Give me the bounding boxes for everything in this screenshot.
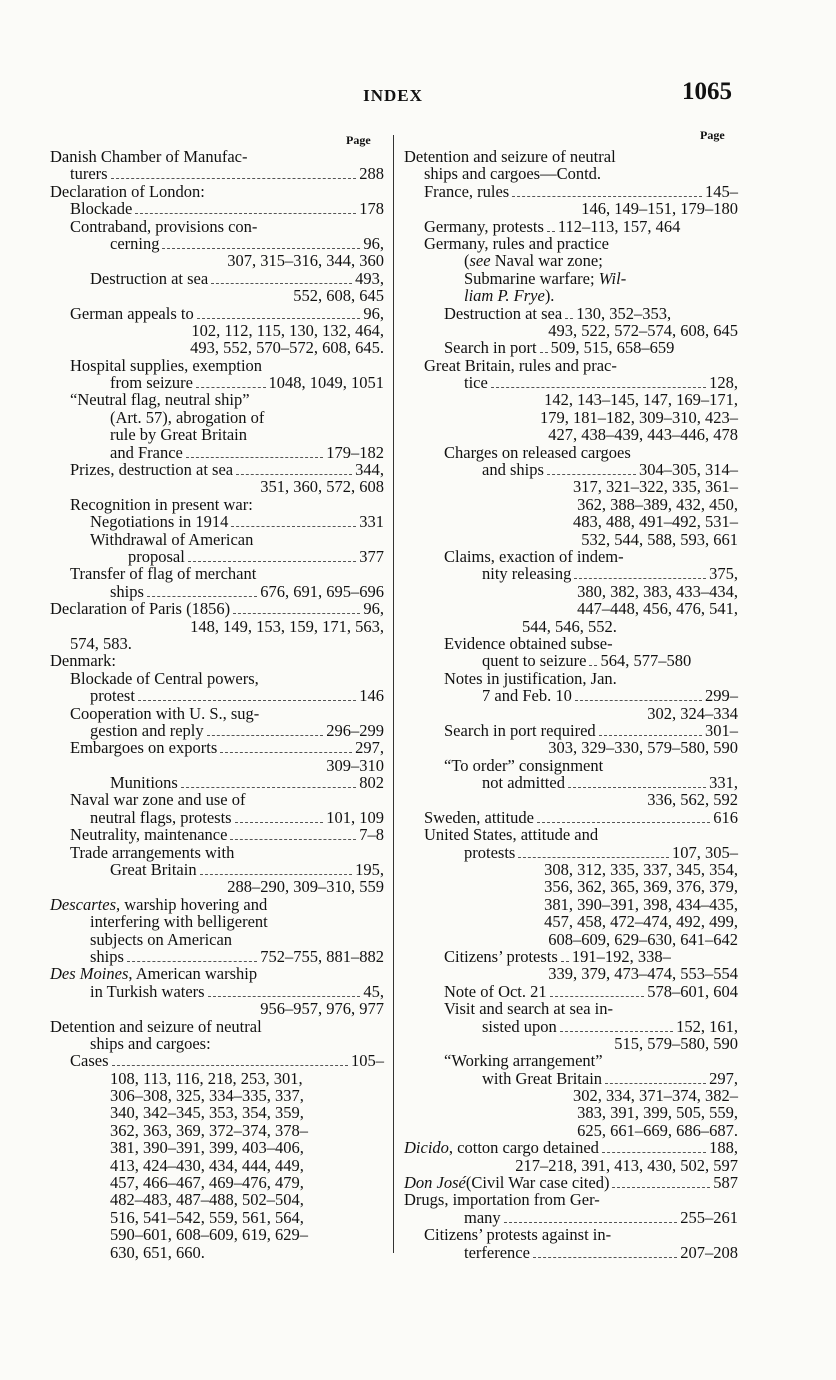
entry-text: Negotiations in 1914: [90, 512, 229, 532]
see-reference: see: [469, 251, 491, 271]
page-column-label-left: Page: [346, 133, 371, 147]
index-entry: [404, 774, 738, 791]
ship-name: Descartes: [50, 894, 116, 914]
index-entry: [404, 844, 738, 861]
entry-text: , warship hovering and: [115, 894, 268, 914]
page-ref: 178: [359, 199, 384, 219]
page-ref-continuation: 351, 360, 572, 608: [260, 477, 384, 497]
page-ref-continuation: 544, 546, 552.: [522, 616, 617, 636]
entry-text: Blockade: [70, 199, 133, 219]
page-ref-continuation: 146, 149–151, 179–180: [581, 199, 738, 219]
page-ref: 188,: [709, 1138, 738, 1158]
index-entry: [50, 583, 384, 600]
page-ref: 195,: [355, 860, 384, 880]
page-ref: 802: [359, 773, 384, 793]
leader-dots: [568, 787, 706, 788]
page-ref: 493,: [355, 268, 384, 288]
page-ref-continuation: 362, 363, 369, 372–374, 378–: [110, 1120, 308, 1140]
index-entry: [50, 809, 384, 826]
index-entry: [404, 1209, 738, 1226]
entry-text: gestion and reply: [90, 720, 204, 740]
page-ref: 752–755, 881–882: [260, 946, 384, 966]
index-entry: [50, 600, 384, 617]
page-ref-continuation: 532, 544, 588, 593, 661: [581, 529, 738, 549]
leader-dots: [504, 1222, 678, 1223]
page-ref: 296–299: [326, 720, 384, 740]
index-entry: Detention and seizure of neutral: [50, 1016, 262, 1036]
page-ref: 179–182: [326, 442, 384, 462]
index-entry: Great Britain, rules and prac-: [424, 355, 617, 375]
index-entry: Claims, exaction of indem-: [444, 546, 624, 566]
index-entry: [50, 305, 384, 322]
entry-text: , cotton cargo detained: [448, 1138, 599, 1158]
index-entry: [50, 270, 384, 287]
leader-dots: [574, 578, 706, 579]
index-entry: Contraband, provisions con-: [70, 216, 258, 236]
entry-text: Prizes, destruction at sea: [70, 460, 234, 480]
leader-dots: [565, 318, 573, 319]
page-ref: 96,: [363, 303, 384, 323]
leader-dots: [236, 474, 352, 475]
page-ref-continuation: 516, 541–542, 559, 561, 564,: [110, 1207, 304, 1227]
index-entry: Denmark:: [50, 651, 116, 671]
page-ref-continuation: 447–448, 456, 476, 541,: [577, 599, 738, 619]
entry-text: ).: [544, 286, 555, 306]
index-entry: [404, 1070, 738, 1087]
index-entry: [404, 1139, 738, 1156]
page-ref-continuation: 148, 149, 153, 159, 171, 563,: [190, 616, 384, 636]
leader-dots: [147, 596, 257, 597]
entry-text: Note of Oct. 21: [444, 981, 547, 1001]
index-column-right: [404, 148, 738, 1261]
index-entry: [50, 948, 384, 965]
index-entry: [404, 183, 738, 200]
entry-text: (Civil War case cited): [465, 1173, 610, 1193]
index-entry: Withdrawal of American: [90, 529, 254, 549]
page-ref: 299–: [705, 686, 738, 706]
index-entry: Visit and search at sea in-: [444, 999, 613, 1019]
index-entry: Notes in justification, Jan.: [444, 668, 617, 688]
entry-text: ships: [110, 581, 144, 601]
page-ref-continuation: 308, 312, 335, 337, 345, 354,: [544, 860, 738, 880]
leader-dots: [200, 874, 353, 875]
leader-dots: [162, 248, 360, 249]
index-entry: Detention and seizure of neutral: [404, 147, 616, 166]
page-ref-continuation: 493, 522, 572–574, 608, 645: [548, 320, 738, 340]
leader-dots: [491, 387, 706, 388]
page-ref: 344,: [355, 460, 384, 480]
leader-dots: [188, 561, 356, 562]
page-ref: 101, 109: [326, 807, 384, 827]
index-entry: “To order” consignment: [444, 755, 604, 775]
index-entry: [404, 461, 738, 478]
index-entry: Hospital supplies, exemption: [70, 355, 263, 375]
index-entry: [404, 687, 738, 704]
index-entry: Evidence obtained subse-: [444, 633, 613, 653]
page-ref-continuation: 380, 382, 383, 433–434,: [577, 581, 738, 601]
page-ref: 297,: [709, 1068, 738, 1088]
entry-text: Sweden, attitude: [424, 807, 534, 827]
leader-dots: [575, 700, 702, 701]
page-ref-continuation: 317, 321–322, 335, 361–: [573, 477, 738, 497]
page-ref-continuation: 309–310: [326, 755, 384, 775]
index-entry: [50, 200, 384, 217]
page-ref-continuation: 483, 488, 491–492, 531–: [573, 512, 738, 532]
index-entry: Citizens’ protests against in-: [424, 1225, 612, 1245]
index-entry: [50, 165, 384, 182]
leader-dots: [233, 613, 360, 614]
index-entry: ships and cargoes—Contd.: [424, 164, 602, 184]
entry-text: nity releasing: [482, 564, 572, 584]
page-ref-continuation: 381, 390–391, 399, 403–406,: [110, 1138, 304, 1158]
page-ref-continuation: 217–218, 391, 413, 430, 502, 597: [515, 1155, 738, 1175]
leader-dots: [231, 526, 356, 527]
page-column-label-right: Page: [700, 128, 725, 142]
page-ref: 676, 691, 695–696: [260, 581, 384, 601]
page-ref-continuation: 102, 112, 115, 130, 132, 464,: [191, 320, 384, 340]
index-entry: Declaration of London:: [50, 181, 205, 201]
page-ref-continuation: 608–609, 629–630, 641–642: [548, 929, 738, 949]
index-entry: [50, 461, 384, 478]
page-ref-continuation: 362, 388–389, 432, 450,: [577, 494, 738, 514]
page-ref-continuation: 356, 362, 365, 369, 376, 379,: [544, 877, 738, 897]
entry-text: tice: [464, 373, 488, 393]
index-entry: [404, 983, 738, 1000]
page-ref: 288: [359, 164, 384, 184]
leader-dots: [547, 231, 555, 232]
page-ref: 7–8: [359, 825, 384, 845]
leader-dots: [127, 961, 257, 962]
page-ref: 564, 577–580: [600, 651, 692, 671]
index-entry: [404, 1244, 738, 1261]
index-entry: [404, 305, 738, 322]
index-entry: Transfer of flag of merchant: [70, 564, 257, 584]
entry-text: Naval war zone;: [490, 251, 603, 271]
index-entry: [50, 722, 384, 739]
index-entry: “Working arrangement”: [444, 1051, 603, 1071]
index-entry: [50, 983, 384, 1000]
index-entry: [50, 548, 384, 565]
page-ref-continuation: 427, 438–439, 443–446, 478: [548, 425, 738, 445]
entry-text: with Great Britain: [482, 1068, 603, 1088]
page-ref: 331,: [709, 773, 738, 793]
page-ref-continuation: 108, 113, 116, 218, 253, 301,: [110, 1068, 303, 1088]
page-ref-continuation: 179, 181–182, 309–310, 423–: [540, 407, 738, 427]
page-ref: 377: [359, 546, 384, 566]
index-entry: [50, 444, 384, 461]
page-ref-continuation: 381, 390–391, 398, 434–435,: [544, 894, 738, 914]
entry-text: Submarine warfare;: [464, 268, 599, 288]
leader-dots: [602, 1152, 706, 1153]
column-divider: [393, 135, 394, 1253]
page-number: 1065: [682, 78, 732, 105]
page-ref-continuation: 302, 324–334: [647, 703, 738, 723]
leader-dots: [211, 283, 352, 284]
entry-text: Great Britain: [110, 860, 197, 880]
page-ref: 191–192, 338–: [571, 946, 671, 966]
ship-name: Dicido: [404, 1138, 449, 1158]
index-column-left: [50, 148, 384, 1261]
entry-text: neutral flags, protests: [90, 807, 232, 827]
ship-name: Don José: [404, 1173, 466, 1193]
entry-text: Neutrality, maintenance: [70, 825, 228, 845]
entry-text: Munitions: [110, 773, 178, 793]
page-ref-continuation: 383, 391, 399, 505, 559,: [577, 1103, 738, 1123]
leader-dots: [138, 700, 356, 701]
entry-text: German appeals to: [70, 303, 194, 323]
leader-dots: [512, 196, 702, 197]
index-entry: [50, 965, 384, 982]
page-ref-continuation: 339, 379, 473–474, 553–554: [548, 964, 738, 984]
index-entry: Charges on released cargoes: [444, 442, 631, 462]
leader-dots: [230, 839, 356, 840]
index-entry: [404, 218, 738, 235]
page-ref-continuation: 574, 583.: [70, 633, 132, 653]
page-ref: 152, 161,: [676, 1016, 738, 1036]
entry-text: terference: [464, 1242, 530, 1262]
page-ref-continuation: 413, 424–430, 434, 444, 449,: [110, 1155, 304, 1175]
leader-dots: [589, 665, 597, 666]
page-ref-continuation: 552, 608, 645: [293, 286, 384, 306]
leader-dots: [533, 1257, 677, 1258]
entry-text: Destruction at sea: [444, 303, 563, 323]
page-ref-continuation: 493, 552, 570–572, 608, 645.: [190, 338, 384, 358]
page-ref-continuation: 336, 562, 592: [647, 790, 738, 810]
leader-dots: [550, 996, 645, 997]
page-title: INDEX: [363, 86, 423, 105]
entry-text: from seizure: [110, 373, 193, 393]
page-ref: 1048, 1049, 1051: [268, 373, 384, 393]
index-entry: [404, 1018, 738, 1035]
leader-dots: [135, 213, 356, 214]
page-ref-continuation: 457, 458, 472–474, 492, 499,: [544, 912, 738, 932]
entry-text: France, rules: [424, 181, 510, 201]
leader-dots: [547, 474, 636, 475]
index-entry: [50, 896, 384, 913]
entry-text: Cases: [70, 1051, 109, 1071]
page-ref: 45,: [363, 981, 384, 1001]
index-entry: [50, 513, 384, 530]
index-entry: “Neutral flag, neutral ship”: [70, 390, 250, 410]
page-ref-continuation: 515, 579–580, 590: [614, 1033, 738, 1053]
index-entry: [50, 1052, 384, 1069]
leader-dots: [196, 387, 266, 388]
page-ref: 112–113, 157, 464: [557, 216, 681, 236]
index-entry: Trade arrangements with: [70, 842, 235, 862]
index-entry: [404, 374, 738, 391]
entry-text: cerning: [110, 233, 160, 253]
index-entry: [50, 687, 384, 704]
leader-dots: [208, 996, 361, 997]
index-entry: [50, 374, 384, 391]
page-ref: 96,: [363, 233, 384, 253]
leader-dots: [235, 822, 324, 823]
page-ref-continuation: 482–483, 487–488, 502–504,: [110, 1190, 304, 1210]
page-ref-continuation: 306–308, 325, 334–335, 337,: [110, 1086, 304, 1106]
index-entry: [404, 339, 738, 356]
leader-dots: [207, 735, 324, 736]
leader-dots: [186, 457, 323, 458]
entry-text: Search in port required: [444, 720, 596, 740]
page-ref-continuation: 302, 334, 371–374, 382–: [573, 1086, 738, 1106]
index-entry: Cooperation with U. S., sug-: [70, 703, 260, 723]
entry-text: , American warship: [128, 964, 258, 984]
entry-text: (: [464, 251, 470, 271]
entry-text: quent to seizure: [482, 651, 587, 671]
leader-dots: [612, 1187, 710, 1188]
leader-dots: [599, 735, 702, 736]
page-ref-continuation: 307, 315–316, 344, 360: [227, 251, 384, 271]
entry-text: Germany, protests: [424, 216, 544, 236]
page-ref: 255–261: [680, 1207, 738, 1227]
page-ref: 207–208: [680, 1242, 738, 1262]
leader-dots: [181, 787, 356, 788]
index-entry: [50, 826, 384, 843]
page-ref: 509, 515, 658–659: [550, 338, 675, 358]
page-ref: 146: [359, 686, 384, 706]
entry-text: Citizens’ protests: [444, 946, 558, 966]
index-entry: Blockade of Central powers,: [70, 668, 259, 688]
ship-name: Wil-: [598, 268, 627, 288]
index-entry: [50, 235, 384, 252]
entry-text: and France: [110, 442, 183, 462]
leader-dots: [537, 822, 710, 823]
entry-text: protest: [90, 686, 135, 706]
page-ref-continuation: 625, 661–669, 686–687.: [577, 1120, 738, 1140]
ship-name: Des Moines: [50, 964, 129, 984]
page-ref-continuation: 590–601, 608–609, 619, 629–: [110, 1225, 308, 1245]
page-ref: 105–: [351, 1051, 384, 1071]
index-entry: Danish Chamber of Manufac-: [50, 147, 248, 166]
index-entry: Drugs, importation from Ger-: [404, 1190, 600, 1210]
entry-text: Destruction at sea: [90, 268, 209, 288]
entry-text: not admitted: [482, 773, 565, 793]
entry-text: sisted upon: [482, 1016, 557, 1036]
entry-text: in Turkish waters: [90, 981, 205, 1001]
index-entry: [404, 809, 738, 826]
page-ref: 130, 352–353,: [576, 303, 672, 323]
index-entry: [404, 722, 738, 739]
index-entry: [404, 1174, 738, 1191]
entry-text: and ships: [482, 460, 544, 480]
index-entry: interfering with belligerent: [90, 912, 268, 932]
entry-text: Declaration of Paris (1856): [50, 599, 231, 619]
index-entry: Recognition in present war:: [70, 494, 253, 514]
index-entry: (Art. 57), abrogation of: [110, 407, 265, 427]
page-ref: 616: [713, 807, 738, 827]
page-ref: 107, 305–: [672, 842, 738, 862]
index-entry: [404, 565, 738, 582]
index-entry: Naval war zone and use of: [70, 790, 246, 810]
leader-dots: [111, 178, 357, 179]
entry-text: 7 and Feb. 10: [482, 686, 572, 706]
entry-text: protests: [464, 842, 516, 862]
index-entry: [404, 652, 738, 669]
index-entry: United States, attitude and: [424, 825, 599, 845]
index-entry: rule by Great Britain: [110, 425, 247, 445]
page-ref-continuation: 303, 329–330, 579–580, 590: [548, 738, 738, 758]
entry-text: turers: [70, 164, 108, 184]
page-ref: 331: [359, 512, 384, 532]
page-ref-continuation: 457, 466–467, 469–476, 479,: [110, 1173, 304, 1193]
page-ref-continuation: 288–290, 309–310, 559: [227, 877, 384, 897]
page-ref-continuation: 142, 143–145, 147, 169–171,: [544, 390, 738, 410]
page-ref: 375,: [709, 564, 738, 584]
page-ref-continuation: 340, 342–345, 353, 354, 359,: [110, 1103, 304, 1123]
leader-dots: [518, 857, 669, 858]
leader-dots: [197, 318, 361, 319]
page-ref: 128,: [709, 373, 738, 393]
entry-text: proposal: [128, 546, 185, 566]
index-entry: [404, 287, 738, 304]
ship-name: liam P. Frye: [464, 286, 545, 306]
page-ref-continuation: 630, 651, 660.: [110, 1242, 205, 1262]
index-entry: [404, 948, 738, 965]
page-ref: 587: [713, 1173, 738, 1193]
leader-dots: [112, 1065, 349, 1066]
page-ref: 578–601, 604: [647, 981, 738, 1001]
index-entry: [404, 252, 738, 269]
entry-text: Search in port: [444, 338, 537, 358]
entry-text: ships: [90, 946, 124, 966]
leader-dots: [561, 961, 569, 962]
index-entry: ships and cargoes:: [90, 1033, 211, 1053]
index-entry: [404, 270, 738, 287]
entry-text: Embargoes on exports: [70, 738, 218, 758]
leader-dots: [540, 352, 548, 353]
page-ref: 145–: [705, 181, 738, 201]
page-ref: 96,: [363, 599, 384, 619]
page-ref: 301–: [705, 720, 738, 740]
index-entry: subjects on American: [90, 929, 233, 949]
leader-dots: [560, 1031, 673, 1032]
entry-text: many: [464, 1207, 501, 1227]
index-entry: [50, 739, 384, 756]
index-entry: Germany, rules and practice: [424, 233, 609, 253]
leader-dots: [605, 1083, 706, 1084]
page-ref: 304–305, 314–: [639, 460, 738, 480]
page-ref: 297,: [355, 738, 384, 758]
leader-dots: [220, 752, 352, 753]
page-ref-continuation: 956–957, 976, 977: [260, 999, 384, 1019]
index-entry: [50, 774, 384, 791]
index-entry: [50, 861, 384, 878]
